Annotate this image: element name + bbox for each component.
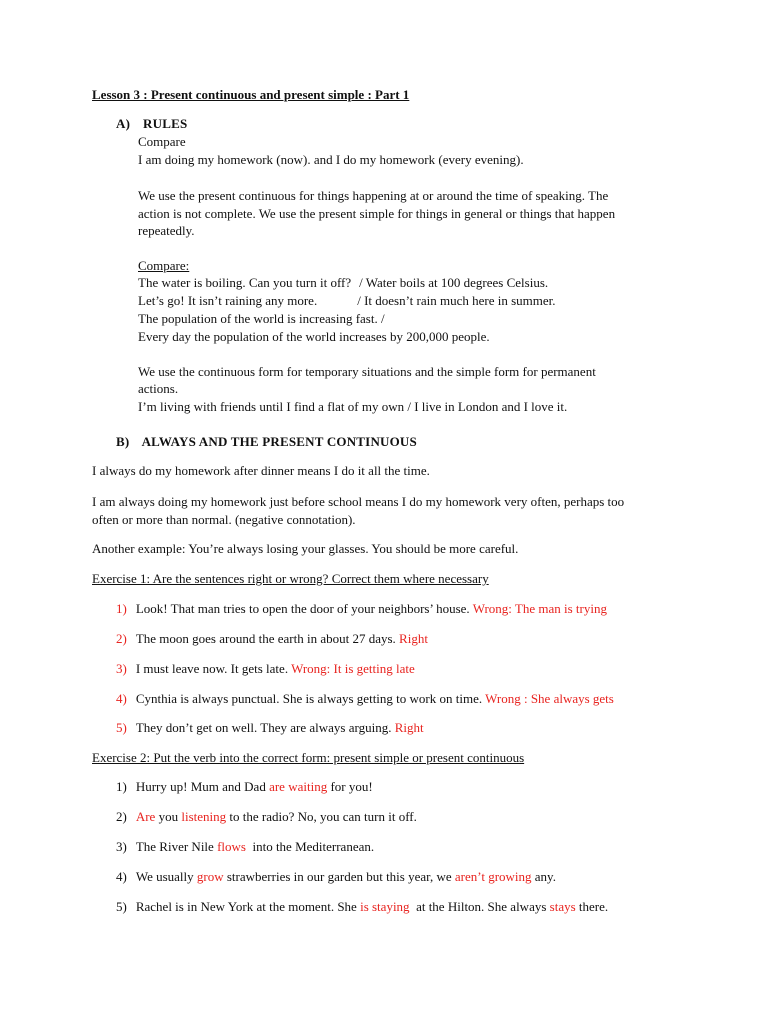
section-a-letter: A)	[116, 116, 131, 131]
item-text: any.	[531, 869, 556, 884]
item-text: The moon goes around the earth in about 27 days.	[135, 631, 396, 646]
compare-line-b: / Water boils at 100 degrees Celsius.	[359, 275, 549, 290]
item-text: there.	[575, 899, 609, 914]
section-a-title: RULES	[143, 116, 188, 131]
exercise-1-item	[116, 690, 614, 707]
item-text: strawberries in our garden but this year, we	[223, 869, 455, 884]
compare-line: Every day the population of the world increases by 200,000 people.	[138, 329, 490, 344]
section-b-paragraph: Another example: You’re always losing your glasses. You should be more careful.	[92, 541, 519, 556]
item-number: 5)	[116, 720, 127, 735]
item-answer: stays	[549, 899, 576, 914]
exercise-2-item	[116, 868, 556, 885]
compare-line-a: The water is boiling. Can you turn it off?	[138, 275, 352, 290]
exercise-1-item	[116, 600, 607, 617]
item-number: 3)	[116, 839, 127, 854]
compare-line	[138, 292, 556, 309]
section-a-heading	[116, 115, 187, 132]
section-b-paragraph: I always do my homework after dinner means I do it all the time.	[92, 463, 430, 478]
item-answer: Are	[135, 809, 156, 824]
section-b-letter: B)	[116, 434, 130, 449]
item-answer: grow	[196, 869, 224, 884]
section-b-heading	[116, 433, 417, 450]
item-text: They don’t get on well. They are always arguing.	[135, 720, 392, 735]
item-answer: Right	[394, 720, 424, 735]
section-b-title: ALWAYS AND THE PRESENT CONTINUOUS	[141, 434, 417, 449]
exercise-1-item	[116, 630, 428, 647]
section-b-paragraph: often or more than normal. (negative connotation).	[92, 512, 356, 527]
item-number: 1)	[116, 601, 127, 616]
rules-paragraph-line: We use the continuous form for temporary situations and the simple form for permanent	[138, 364, 596, 379]
item-text: at the Hilton. She always	[409, 899, 550, 914]
item-answer: aren’t growing	[454, 869, 532, 884]
item-text: Rachel is in New York at the moment. She	[135, 899, 361, 914]
item-text: I must leave now. It gets late.	[135, 661, 289, 676]
exercise-1-item	[116, 719, 424, 736]
exercise-2-item	[116, 838, 374, 855]
rules-example: I’m living with friends until I find a flat of my own / I live in London and I love it.	[138, 399, 568, 414]
item-number: 2)	[116, 631, 127, 646]
compare-label: Compare	[138, 134, 186, 149]
item-text: to the radio? No, you can turn it off.	[226, 809, 417, 824]
exercise-2-item	[116, 898, 608, 915]
compare-line	[138, 274, 548, 291]
item-text: Look! That man tries to open the door of your neighbors’ house.	[135, 601, 470, 616]
item-number: 5)	[116, 899, 127, 914]
item-answer: Wrong : She always gets	[485, 691, 614, 706]
section-b-paragraph: I am always doing my homework just before school means I do my homework very often, perhaps too	[92, 494, 625, 509]
item-text: The River Nile	[135, 839, 218, 854]
item-text: for you!	[327, 779, 373, 794]
item-text: Cynthia is always punctual. She is always getting to work on time.	[135, 691, 483, 706]
exercise-2-item	[116, 808, 417, 825]
item-answer: Right	[399, 631, 428, 646]
item-text: Hurry up! Mum and Dad	[135, 779, 270, 794]
rules-paragraph-line: We use the present continuous for things happening at or around the time of speaking. The	[138, 188, 609, 203]
item-text: into the Mediterranean.	[245, 839, 375, 854]
item-text: We usually	[135, 869, 197, 884]
rules-paragraph-line: repeatedly.	[138, 223, 195, 238]
lesson-title: Lesson 3 : Present continuous and present simple : Part 1	[92, 87, 410, 102]
exercise-1-heading: Exercise 1: Are the sentences right or wrong? Correct them where necessary	[92, 571, 489, 586]
item-answer: listening	[181, 809, 227, 824]
rules-paragraph-line: actions.	[138, 381, 179, 396]
item-text: you	[155, 809, 182, 824]
item-number: 2)	[116, 809, 127, 824]
rules-paragraph-line: action is not complete. We use the present simple for things in general or things that happen	[138, 206, 616, 221]
compare-line: The population of the world is increasing fast. /	[138, 311, 385, 326]
item-answer: flows	[217, 839, 246, 854]
compare-heading: Compare:	[138, 258, 190, 273]
item-number: 4)	[116, 869, 127, 884]
item-answer: are waiting	[269, 779, 328, 794]
rules-example: I am doing my homework (now). and I do my homework (every evening).	[138, 152, 524, 167]
item-number: 4)	[116, 691, 127, 706]
compare-line-a: Let’s go! It isn’t raining any more.	[138, 293, 318, 308]
exercise-2-heading: Exercise 2: Put the verb into the correct form: present simple or present continuous	[92, 750, 525, 765]
exercise-1-item	[116, 660, 415, 677]
item-number: 1)	[116, 779, 127, 794]
item-number: 3)	[116, 661, 127, 676]
item-answer: Wrong: It is getting late	[291, 661, 415, 676]
compare-line-b: / It doesn’t rain much here in summer.	[357, 293, 556, 308]
item-answer: Wrong: The man is trying	[472, 601, 607, 616]
item-answer: is staying	[360, 899, 410, 914]
exercise-2-item	[116, 778, 373, 795]
